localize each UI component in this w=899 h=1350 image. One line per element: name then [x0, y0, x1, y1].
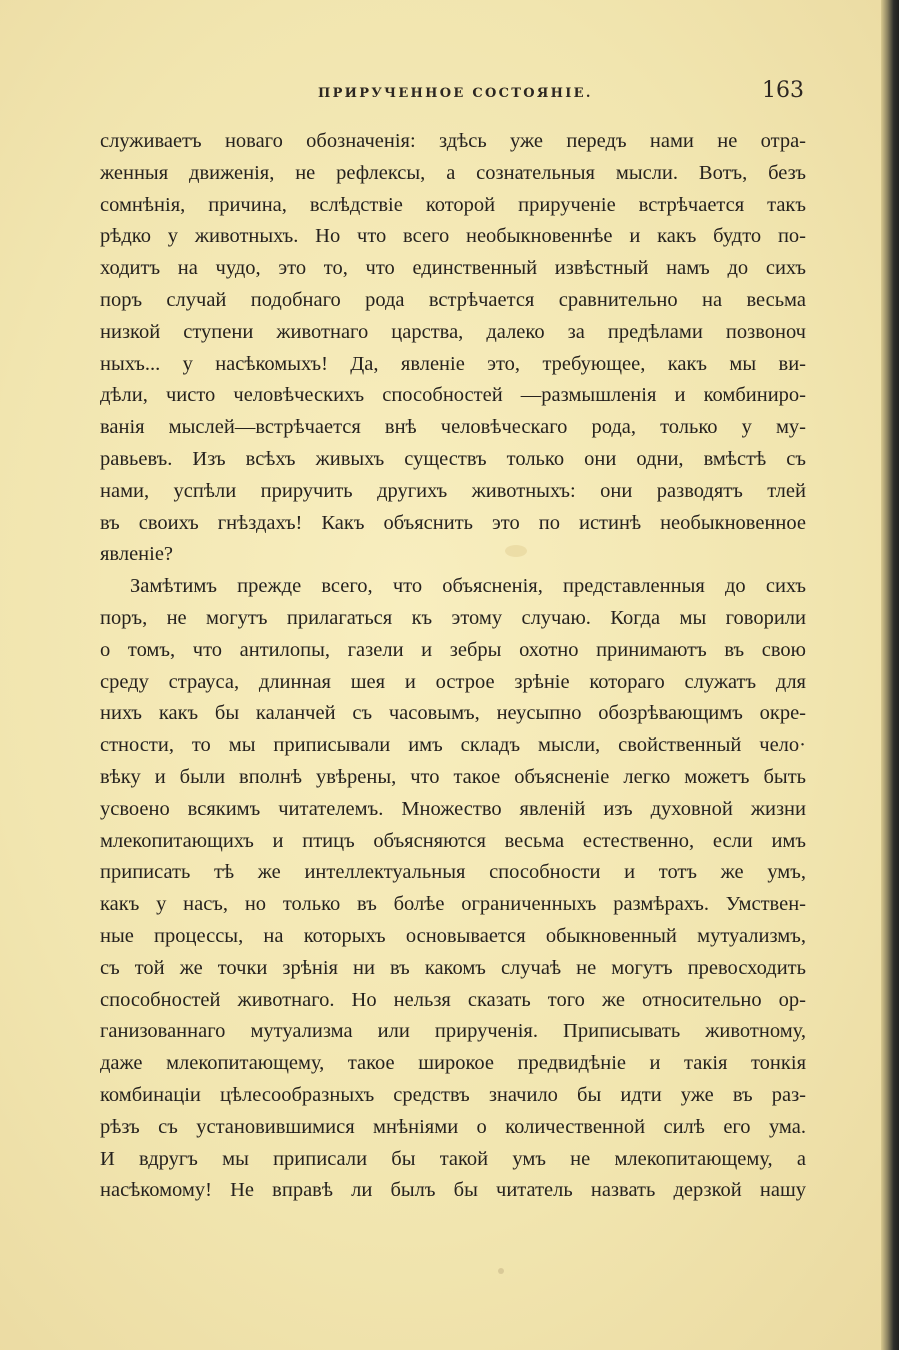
- page-header: [100, 80, 806, 104]
- text-line: даже млекопитающему, такое широкое предвидѣніе и такія тонкія: [100, 1052, 806, 1075]
- text-line: поръ, не могутъ прилагаться къ этому случаю. Когда мы говорили: [100, 606, 806, 629]
- text-line: ные процессы, на которыхъ основывается обыкновенный мутуализмъ,: [100, 924, 806, 947]
- text-line: приписать тѣ же интеллектуальныя способности и тотъ же умъ,: [100, 861, 806, 884]
- text-line: низкой ступени животнаго царства, далеко за предѣлами позвоноч: [100, 320, 806, 343]
- text-line: стности, то мы приписывали имъ складъ мысли, свойственный чело·: [100, 734, 806, 757]
- text-line: въ своихъ гнѣздахъ! Какъ объяснить это по истинѣ необыкновенное: [100, 511, 806, 534]
- text-line: комбинаціи цѣлесообразныхъ средствъ значило бы идти уже въ раз-: [100, 1083, 806, 1106]
- text-line: усвоено всякимъ читателемъ. Множество явленій изъ духовной жизни: [100, 797, 806, 820]
- text-line: рѣзъ съ установившимися мнѣніями о количественной силѣ его ума.: [100, 1115, 806, 1138]
- text-line: ганизованнаго мутуализма или прирученія. Приписывать животному,: [100, 1020, 806, 1043]
- text-line: явленіе?: [100, 543, 174, 566]
- text-line: млекопитающихъ и птицъ объясняются весьма естественно, если имъ: [100, 829, 806, 852]
- running-title: ПРИРУЧЕННОЕ СОСТОЯНІЕ.: [318, 86, 593, 101]
- text-line: нихъ какъ бы каланчей съ часовымъ, неусыпно обозрѣвающимъ окре-: [100, 702, 806, 725]
- text-line: Замѣтимъ прежде всего, что объясненія, представленныя до сихъ: [130, 575, 806, 598]
- text-line: насѣкомому! Не вправѣ ли былъ бы читатель назвать дерзкой нашу: [100, 1179, 806, 1202]
- text-line: поръ случай подобнаго рода встрѣчается сравнительно на весьма: [100, 288, 806, 311]
- text-line: какъ у насъ, но только въ болѣе ограниченныхъ размѣрахъ. Умствен-: [100, 893, 806, 916]
- text-line: нами, успѣли приручить другихъ животныхъ: они разводятъ тлей: [100, 479, 806, 502]
- page-number: 163: [762, 78, 804, 103]
- text-line: ванія мыслей—встрѣчается внѣ человѣческаго рода, только у му-: [100, 416, 806, 439]
- text-line: способностей животнаго. Но нельзя сказать того же относительно ор-: [100, 988, 806, 1011]
- text-line: съ той же точки зрѣнія ни въ какомъ случаѣ не могутъ превосходить: [100, 956, 806, 979]
- text-line: ходитъ на чудо, это то, что единственный извѣстный намъ до сихъ: [100, 257, 806, 280]
- text-line: служиваетъ новаго обозначенія: здѣсь уже передъ нами не отра-: [100, 130, 806, 152]
- text-line: сомнѣнія, причина, вслѣдствіе которой прирученіе встрѣчается такъ: [100, 193, 806, 216]
- text-line: ныхъ... у насѣкомыхъ! Да, явленіе это, требующее, какъ мы ви-: [100, 352, 806, 375]
- page-edge-shadow: [881, 0, 899, 1350]
- text-line: женныя движенія, не рефлексы, а сознательныя мысли. Вотъ, безъ: [100, 161, 806, 184]
- text-line: рѣдко у животныхъ. Но что всего необыкновеннѣе и какъ будто по-: [100, 225, 806, 248]
- body-text: [100, 126, 806, 1207]
- text-line: И вдругъ мы приписали бы такой умъ не млекопитающему, а: [100, 1147, 806, 1170]
- text-line: дѣли, чисто человѣческихъ способностей —размышленія и комбиниро-: [100, 384, 806, 407]
- text-line: вѣку и были вполнѣ увѣрены, что такое объясненіе легко можетъ быть: [100, 765, 806, 788]
- paper-stain: [498, 1268, 504, 1274]
- text-line: среду страуса, длинная шея и острое зрѣніе котораго служатъ для: [100, 670, 806, 693]
- text-line: о томъ, что антилопы, газели и зебры охотно принимаютъ въ свою: [100, 638, 806, 661]
- text-line: равьевъ. Изъ всѣхъ живыхъ существъ только они одни, вмѣстѣ съ: [100, 447, 806, 470]
